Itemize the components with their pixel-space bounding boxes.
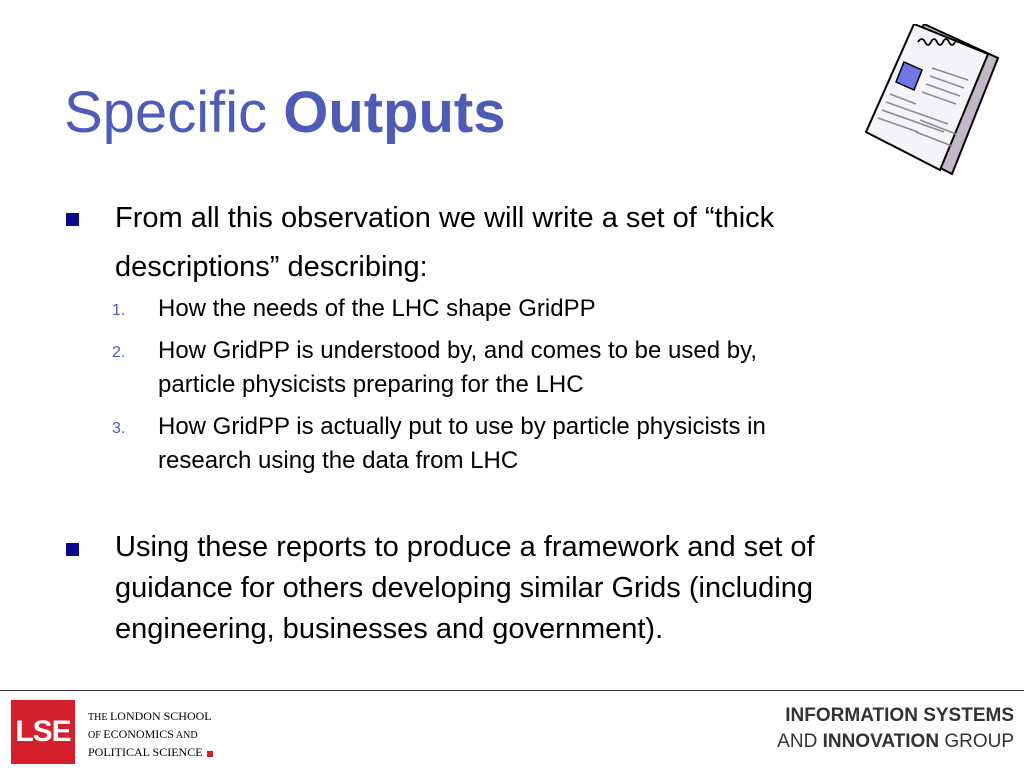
lse-line-2-prefix: OF (88, 730, 104, 741)
bullet-2-line-2: guidance for others developing similar Grids (including (115, 572, 813, 604)
subitem-2 (158, 334, 938, 402)
lse-line-3 (88, 744, 213, 762)
subitem-1-line-1: How the needs of the LHC shape GridPP (158, 295, 596, 322)
subitem-2-line-1: How GridPP is understood by, and comes to be used by, (158, 337, 757, 364)
lse-line-3-main: POLITICAL SCIENCE (88, 745, 203, 759)
subitem-number: 1. (112, 302, 126, 319)
footer-divider (0, 690, 1024, 691)
lse-line-2-main: ECONOMICS (103, 727, 174, 741)
subitem-3-line-1: How GridPP is actually put to use by particle physicists in (158, 413, 766, 440)
lse-line-1-prefix: THE (88, 712, 110, 723)
subitem-1 (158, 292, 938, 326)
title-regular: Specific (64, 80, 284, 145)
group-line-2-a: AND (777, 731, 823, 752)
subitem-2-line-2: particle physicists preparing for the LHC (158, 371, 584, 398)
bullet-2-line-1: Using these reports to produce a framework and set of (115, 531, 815, 563)
bullet-text-1 (115, 198, 975, 288)
bullet-1-line-2: descriptions” describing: (115, 251, 428, 283)
group-line-2 (777, 729, 1014, 755)
lse-line-2 (88, 726, 213, 744)
group-line-1: INFORMATION SYSTEMS (785, 705, 1014, 726)
subitem-number: 2. (112, 344, 126, 361)
subitem-3-line-2: research using the data from LHC (158, 447, 519, 474)
bullet-1-line-1: From all this observation we will write a set of “thick (115, 202, 775, 234)
bullet-marker (66, 543, 79, 556)
lse-line-1 (88, 708, 213, 726)
isig-group-logo (777, 703, 1014, 755)
group-line-2-b: INNOVATION (822, 731, 940, 752)
lse-red-square-icon (207, 751, 213, 757)
subitem-number: 3. (112, 420, 126, 437)
subitem-3 (158, 410, 938, 478)
lse-line-1-main: LONDON SCHOOL (109, 709, 212, 723)
lse-logo: LSE (11, 700, 75, 764)
group-line-2-c: GROUP (939, 731, 1014, 752)
lse-wordmark (88, 708, 213, 762)
title-bold: Outputs (283, 80, 506, 145)
lse-line-2-suffix: AND (173, 730, 198, 741)
bullet-2-line-3: engineering, businesses and government). (115, 613, 664, 645)
bullet-text-2 (115, 527, 975, 650)
bullet-marker (66, 213, 79, 226)
